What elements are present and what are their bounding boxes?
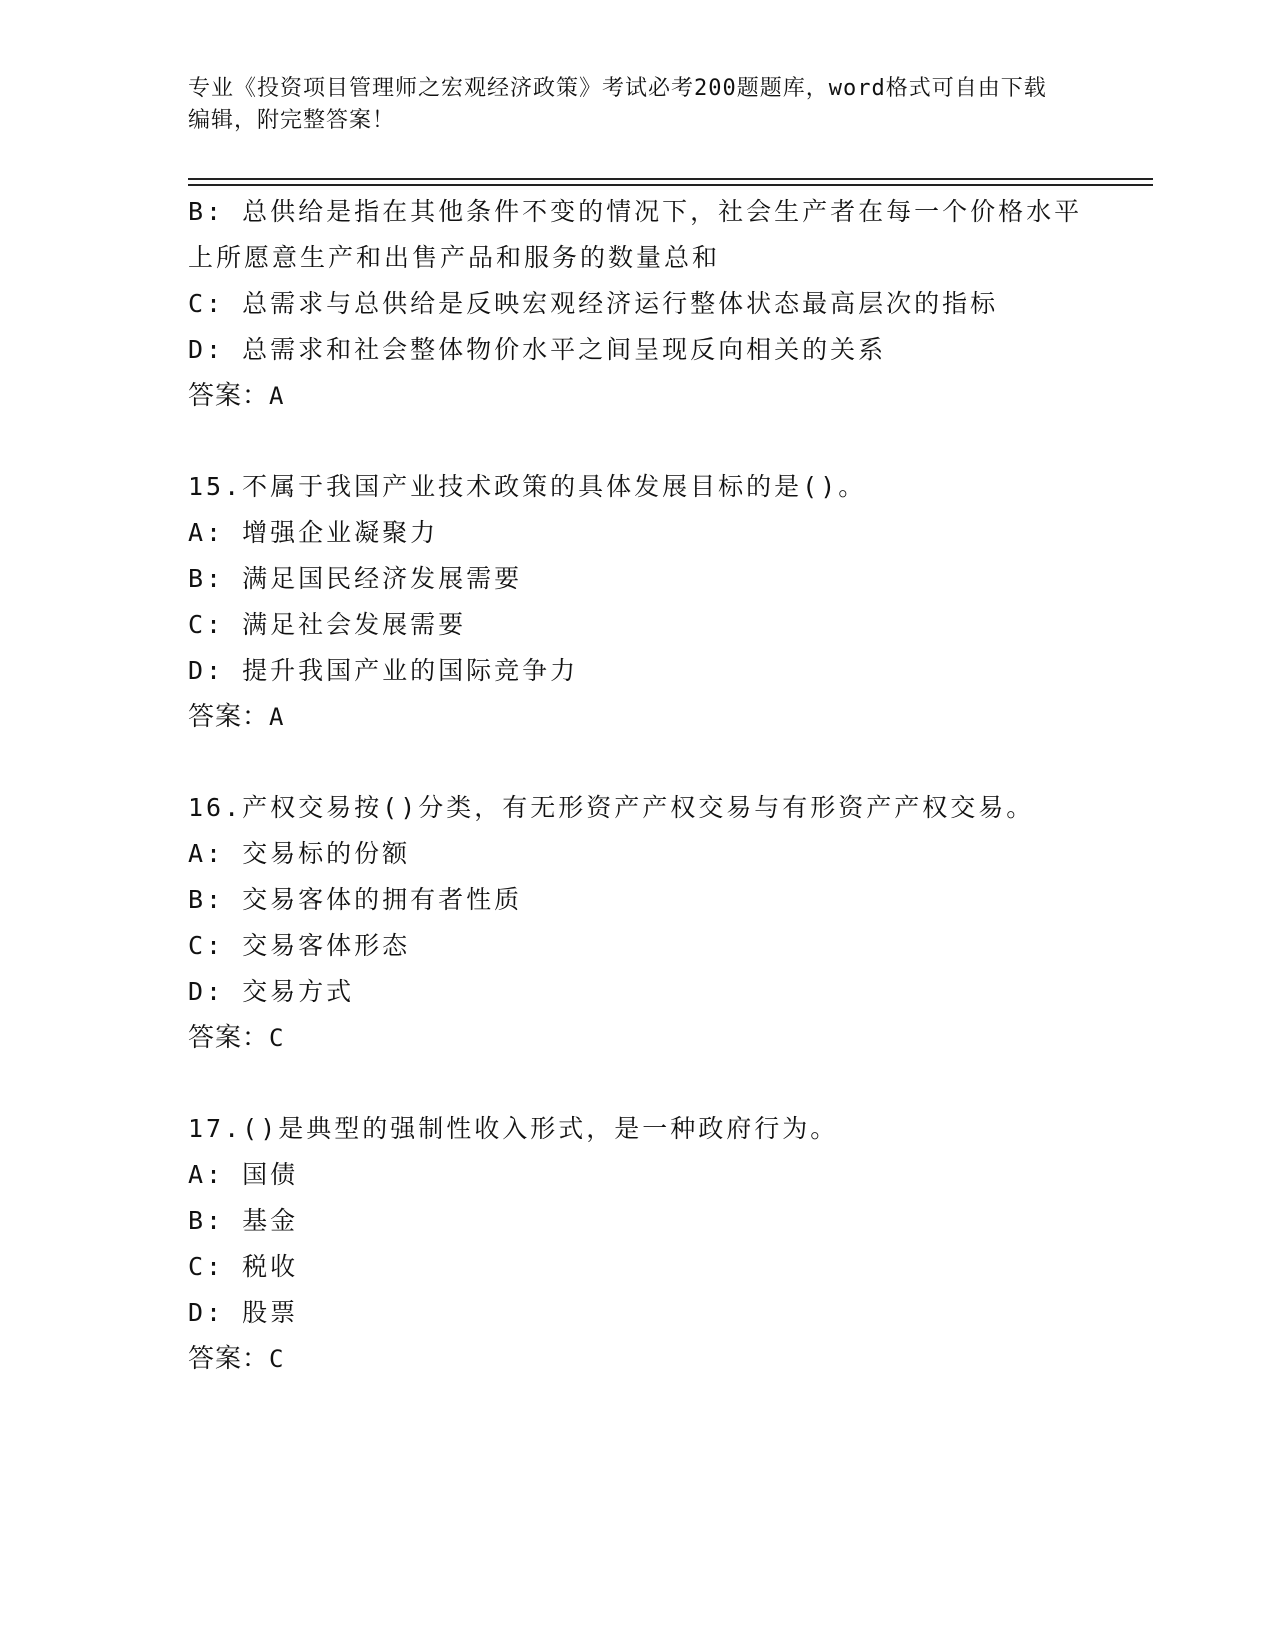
- answer-label: 答案：: [188, 381, 270, 411]
- option-c: C: 满足社会发展需要: [188, 610, 467, 639]
- answer-label: 答案：: [188, 702, 270, 732]
- question-17: [188, 1106, 1088, 1382]
- answer-line: [188, 1336, 1088, 1382]
- answer-line: [188, 373, 1088, 419]
- option-a: A: 交易标的份额: [188, 839, 411, 868]
- option-c: C: 总需求与总供给是反映宏观经济运行整体状态最高层次的指标: [188, 289, 999, 318]
- question-stem: 17.()是典型的强制性收入形式，是一种政府行为。: [188, 1114, 839, 1143]
- answer-line: [188, 694, 1088, 740]
- option-b: B: 基金: [188, 1206, 299, 1235]
- option-c: C: 税收: [188, 1252, 299, 1281]
- option-a: A: 增强企业凝聚力: [188, 518, 439, 547]
- option-b: B: 满足国民经济发展需要: [188, 564, 523, 593]
- partial-question: [188, 189, 1088, 419]
- option-d: D: 提升我国产业的国际竞争力: [188, 656, 579, 685]
- option-a: A: 国债: [188, 1160, 299, 1189]
- option-b: B: 交易客体的拥有者性质: [188, 885, 523, 914]
- option-d: D: 股票: [188, 1298, 299, 1327]
- option-b: B: 总供给是指在其他条件不变的情况下，社会生产者在每一个价格水平上所愿意生产和出售产品和服务的数量总和: [188, 197, 1083, 272]
- answer-label: 答案：: [188, 1344, 270, 1374]
- answer-value: C: [269, 1345, 285, 1373]
- answer-value: A: [269, 382, 285, 410]
- question-stem: 16.产权交易按()分类，有无形资产产权交易与有形资产产权交易。: [188, 793, 1035, 822]
- option-d: D: 总需求和社会整体物价水平之间呈现反向相关的关系: [188, 335, 887, 364]
- option-d: D: 交易方式: [188, 977, 355, 1006]
- document-header: 专业《投资项目管理师之宏观经济政策》考试必考200题题库，word格式可自由下载编辑，附完整答案！: [188, 76, 1047, 133]
- answer-label: 答案：: [188, 1023, 270, 1053]
- question-16: [188, 785, 1088, 1061]
- question-stem: 15.不属于我国产业技术政策的具体发展目标的是()。: [188, 472, 867, 501]
- option-c: C: 交易客体形态: [188, 931, 411, 960]
- answer-line: [188, 1015, 1088, 1061]
- header-divider-top: [188, 178, 1153, 180]
- answer-value: C: [269, 1024, 285, 1052]
- answer-value: A: [269, 703, 285, 731]
- question-content: [188, 189, 1088, 1382]
- question-15: [188, 464, 1088, 740]
- header-divider-bottom: [188, 184, 1153, 186]
